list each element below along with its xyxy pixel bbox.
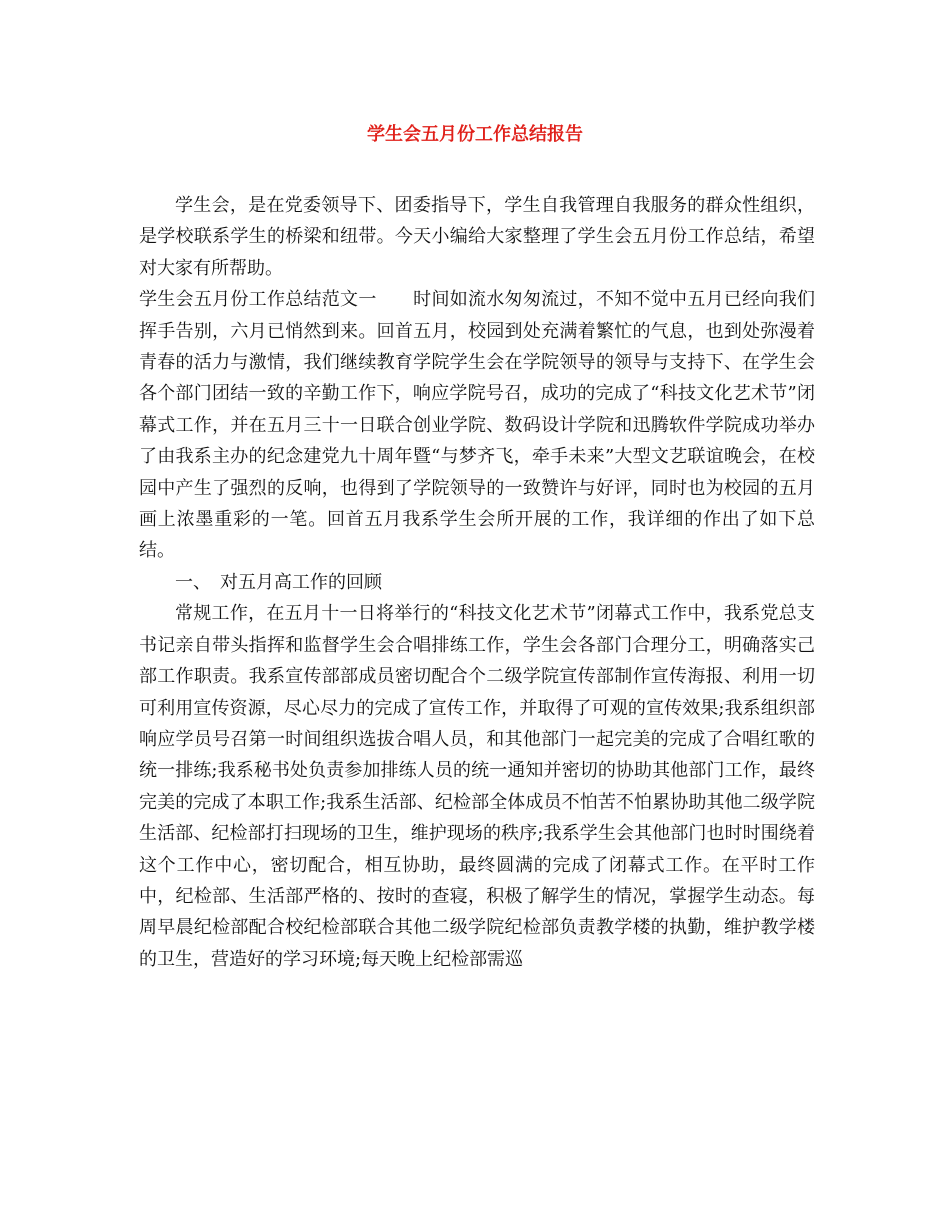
paragraph-sample-one: 学生会五月份工作总结范文一 时间如流水匆匆流过，不知不觉中五月已经向我们挥手告别，六月已悄然到来。回首五月，校园到处充满着繁忙的气息，也到处弥漫着青春的活力与激情，我们继续教育学院学生会在学院领导的领导与支持下、在学生会各个部门团结一致的辛勤工作下，响应学院号召，成功的完成了“科技文化艺术节”闭幕式工作，并在五月三十一日联合创业学院、数码设计学院和迅腾软件学院成功举办了由我系主办的纪念建党九十周年暨“与梦齐飞，牵手未来”大型文艺联谊晚会，在校园中产生了强烈的反响，也得到了学院领导的一致赞许与好评，同时也为校园的五月画上浓墨重彩的一笔。回首五月我系学生会所开展的工作，我详细的作出了如下总结。 [139,289,815,562]
paragraph-routine-work: 常规工作，在五月十一日将举行的“科技文化艺术节”闭幕式工作中，我系党总支书记亲自带头指挥和监督学生会合唱排练工作，学生会各部门合理分工，明确落实己部工作职责。我系宣传部部成员密切配合个二级学院宣传部制作宣传海报、利用一切可利用宣传资源，尽心尽力的完成了宣传工作，并取得了可观的宣传效果;我系组织部响应学员号召第一时间组织选拔合唱人员，和其他部门一起完美的完成了合唱红歌的统一排练;我系秘书处负责参加排练人员的统一通知并密切的协助其他部门工作，最终完美的完成了本职工作;我系生活部、纪检部全体成员不怕苦不怕累协助其他二级学院生活部、纪检部打扫现场的卫生，维护现场的秩序;我系学生会其他部门也时时围绕着这个工作中心，密切配合，相互协助，最终圆满的完成了闭幕式工作。在平时工作中，纪检部、生活部严格的、按时的查寝，积极了解学生的情况，掌握学生动态。每周早晨纪检部配合校纪检部联合其他二级学院纪检部负责教学楼的执勤，维护教学楼的卫生，营造好的学习环境;每天晚上纪检部需巡 [139,603,815,970]
document-body [139,190,815,975]
section-heading-review: 一、 对五月高工作的回顾 [175,571,382,593]
paragraph-intro: 学生会，是在党委领导下、团委指导下，学生自我管理自我服务的群众性组织，是学校联系学生的桥梁和纽带。今天小编给大家整理了学生会五月份工作总结，希望对大家有所帮助。 [139,195,815,279]
document-title: 学生会五月份工作总结报告 [367,124,583,145]
